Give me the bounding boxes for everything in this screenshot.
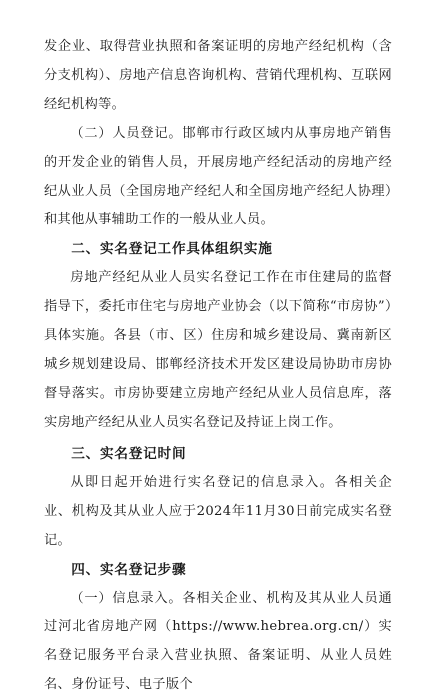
section-heading-implementation: 二、实名登记工作具体组织实施 — [44, 235, 392, 264]
paragraph-personnel-registration: （二）人员登记。邯郸市行政区域内从事房地产销售的开发企业的销售人员，开展房地产经纪活动的房地产经纪从业人员（全国房地产经纪人和全国房地产经纪人协理）和其他从事辅助工作的一般从业人员。 — [44, 120, 392, 236]
paragraph-implementation: 房地产经纪从业人员实名登记工作在市住建局的监督指导下，委托市住宅与房地产业协会（以下简称“市房协”）具体实施。各县（市、区）住房和城乡建设局、冀南新区城乡规划建设局、邯郸经济技术开发区建设局协助市房协督导落实。市房协要建立房地产经纪从业人员信息库，落实房地产经纪从业人员实名登记及持证上岗工作。 — [44, 264, 392, 437]
paragraph-registration-time: 从即日起开始进行实名登记的信息录入。各相关企业、机构及其从业人应于2024年11月30日前完成实名登记。 — [44, 469, 392, 556]
paragraph-org-scope: 发企业、取得营业执照和备案证明的房地产经纪机构（含分支机构）、房地产信息咨询机构、营销代理机构、互联网经纪机构等。 — [44, 33, 392, 120]
section-heading-registration-time: 三、实名登记时间 — [44, 440, 392, 469]
paragraph-info-entry: （一）信息录入。各相关企业、机构及其从业人员通过河北省房地产网（https://www.hebrea.org.cn/）实名登记服务平台录入营业执照、备案证明、从业人员姓名、身份证号、电子版个 — [44, 585, 392, 700]
section-heading-registration-steps: 四、实名登记步骤 — [44, 556, 392, 585]
